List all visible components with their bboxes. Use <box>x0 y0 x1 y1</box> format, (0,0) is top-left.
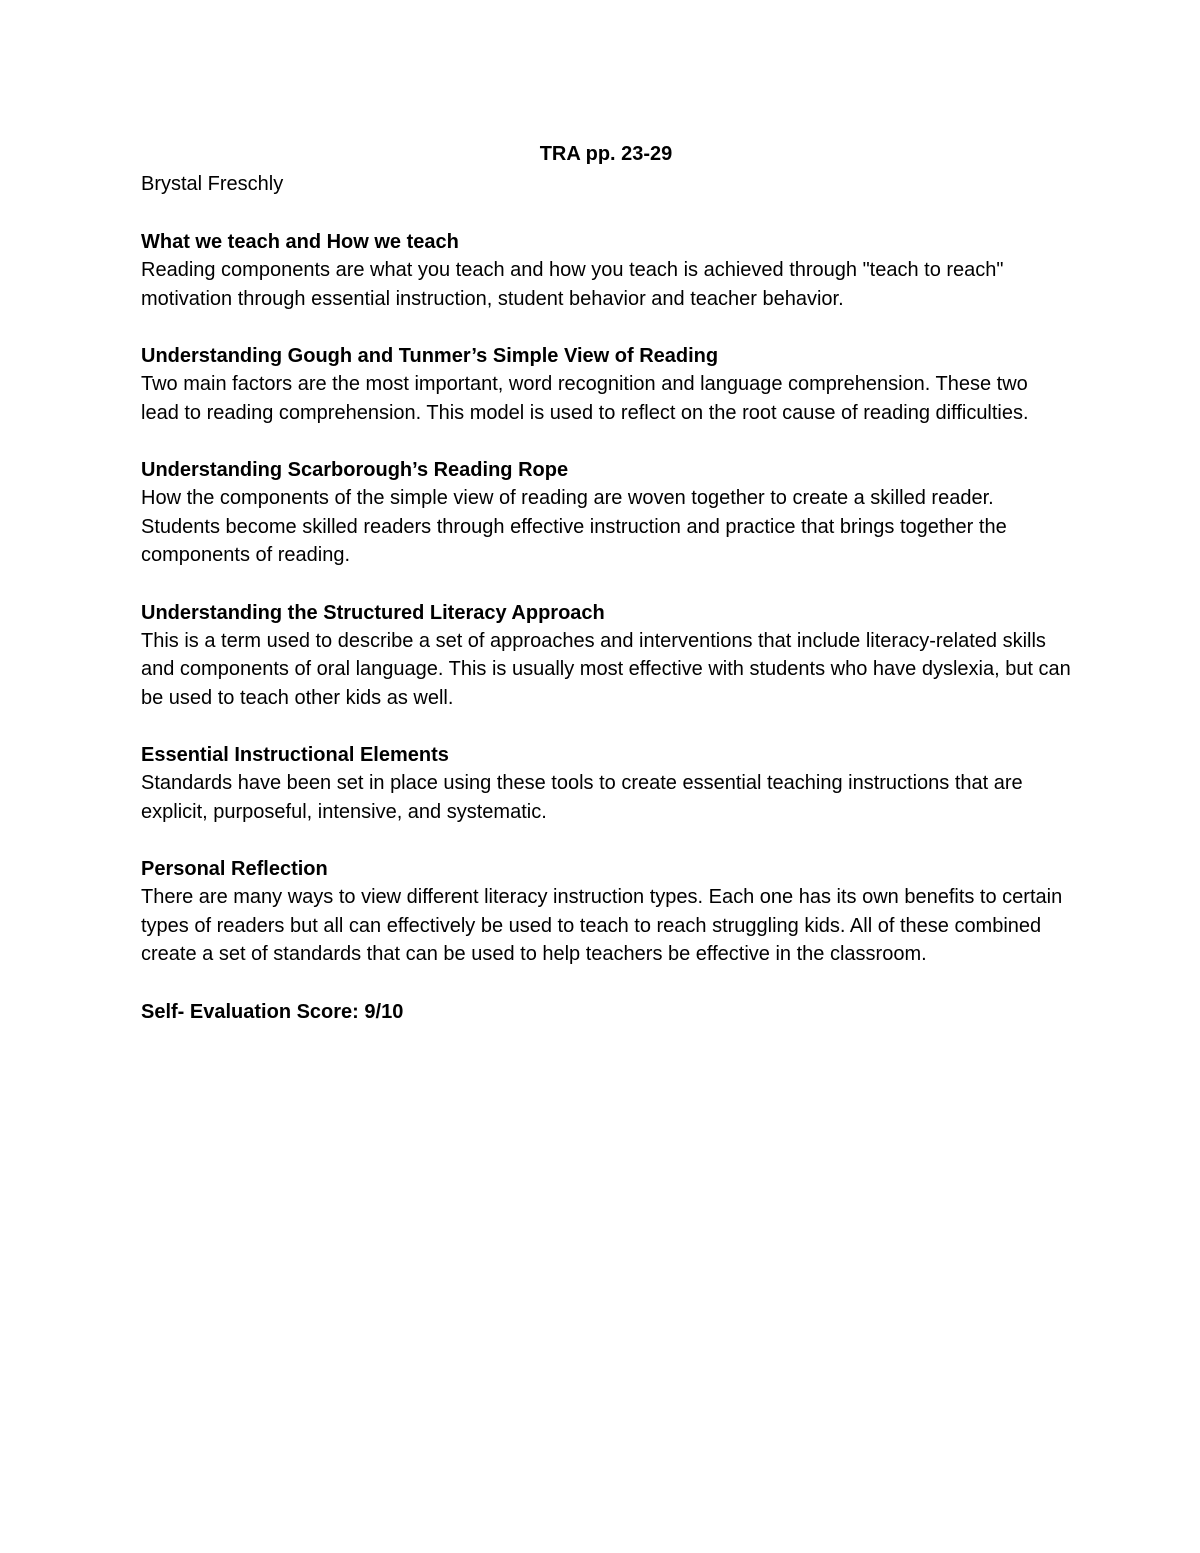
section-simple-view <box>141 342 1071 427</box>
section-heading: Understanding Scarborough’s Reading Rope <box>141 459 569 481</box>
section-body: Standards have been set in place using these tools to create essential teaching instructions that are explicit, purposeful, intensive, and systematic. <box>141 772 1023 823</box>
section-heading: Understanding the Structured Literacy Approach <box>141 601 605 624</box>
section-reading-rope <box>141 456 1071 570</box>
section-body: How the components of the simple view of reading are woven together to create a skilled reader. Students become skilled readers through effective instruction and practice that brings together the components of reading. <box>141 487 1007 566</box>
self-evaluation-score: Self- Evaluation Score: 9/10 <box>141 1000 404 1023</box>
section-body: This is a term used to describe a set of approaches and interventions that include literacy-related skills and components of oral language. This is usually most effective with students who have dyslexia, but can be used to teach other kids as well. <box>141 629 1071 709</box>
section-what-we-teach <box>141 228 1071 313</box>
section-structured-literacy <box>141 599 1071 713</box>
author-name: Brystal Freschly <box>141 173 284 195</box>
section-heading: Understanding Gough and Tunmer’s Simple View of Reading <box>141 345 719 367</box>
document-title: TRA pp. 23-29 <box>539 143 673 165</box>
section-body: Two main factors are the most important, word recognition and language comprehension. These two lead to reading comprehension. This model is used to reflect on the root cause of reading difficulties. <box>141 373 1029 424</box>
section-heading: Personal Reflection <box>141 858 328 880</box>
document-page <box>141 140 1071 1026</box>
section-body: Reading components are what you teach and how you teach is achieved through "teach to reach" motivation through essential instruction, student behavior and teacher behavior. <box>141 259 1004 310</box>
section-personal-reflection <box>141 855 1071 969</box>
section-heading: Essential Instructional Elements <box>141 744 449 766</box>
section-instructional-elements <box>141 741 1071 826</box>
section-heading: What we teach and How we teach <box>141 231 459 253</box>
section-body: There are many ways to view different literacy instruction types. Each one has its own benefits to certain types of readers but all can effectively be used to teach to reach struggling kids. All of these combined create a set of standards that can be used to help teachers be effective in the classroom. <box>141 886 1063 965</box>
